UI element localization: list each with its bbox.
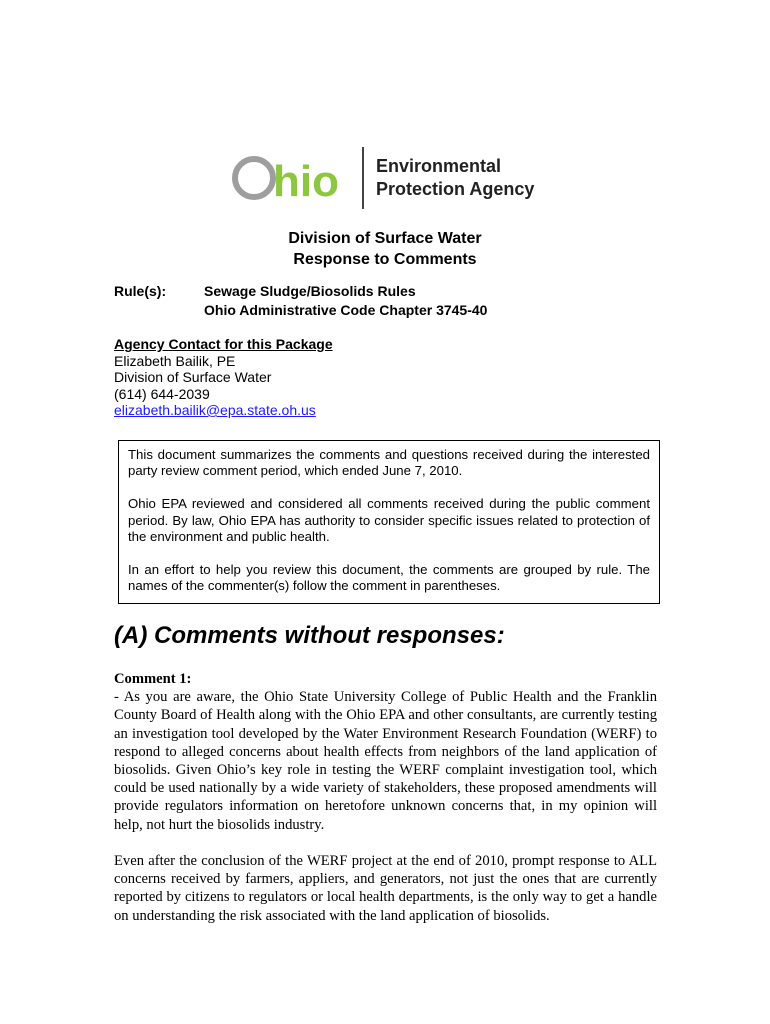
- ohio-wordmark: [230, 146, 352, 210]
- contact-email-link[interactable]: elizabeth.bailik@epa.state.oh.us: [114, 402, 316, 418]
- contact-phone: (614) 644-2039: [114, 385, 210, 402]
- title-line-1: Division of Surface Water: [288, 230, 482, 247]
- contact-heading: Agency Contact for this Package: [114, 336, 333, 352]
- logo-divider: [362, 147, 364, 209]
- comment-1-paragraph-1: - As you are aware, the Ohio State University College of Public Health and the Franklin County Board of Health along with the Ohio EPA and other consultants, are currently testing an investigation tool developed by the Water Environment Research Foundation (WERF) to respond to alleged concerns about health effects from neighbors of the land application of biosolids. Given Ohio’s key role in testing the WERF complaint investigation tool, which could be used nationally by a wide variety of stakeholders, these proposed amendments will provide regulators information on heretofore unknown concerns that, in my opinion will help, not hurt the biosolids industry.: [114, 689, 657, 833]
- summary-paragraph-1: This document summarizes the comments and questions received during the interested party review comment period, which ended June 7, 2010.: [128, 447, 650, 479]
- comment-1: [114, 670, 657, 925]
- document-title: [0, 228, 770, 270]
- rules-label: Rule(s):: [114, 283, 167, 299]
- comment-1-paragraph-2: Even after the conclusion of the WERF project at the end of 2010, prompt response to ALL concerns received by farmers, appliers, and generators, not just the ones that are currently reported by citizens to regulators or local health departments, is the only way to get a handle on understanding the risk associated with the land application of biosolids.: [114, 853, 657, 924]
- agency-name: [376, 155, 534, 201]
- summary-paragraph-2: Ohio EPA reviewed and considered all comments received during the public comment period. By law, Ohio EPA has authority to consider specific issues related to protection of the environment and public health.: [128, 496, 650, 545]
- section-a-heading: (A) Comments without responses:: [114, 622, 505, 649]
- contact-division: Division of Surface Water: [114, 369, 272, 385]
- title-line-2: Response to Comments: [293, 251, 477, 268]
- rules-value-2: Ohio Administrative Code Chapter 3745-40: [204, 302, 488, 318]
- ohio-logo-graphic: [230, 146, 352, 210]
- rules-values: [204, 282, 487, 320]
- rules-value-1: Sewage Sludge/Biosolids Rules: [204, 283, 416, 299]
- agency-contact: [114, 336, 333, 419]
- summary-paragraph-3: In an effort to help you review this document, the comments are grouped by rule. The names of the commenter(s) follow the comment in parentheses.: [128, 561, 650, 594]
- agency-line-1: Environmental: [376, 156, 502, 176]
- ohio-o-ring: [235, 159, 273, 197]
- summary-box: [118, 440, 660, 604]
- ohio-hio-letters: hio: [273, 157, 339, 206]
- comment-1-heading: Comment 1:: [114, 671, 192, 687]
- contact-name: Elizabeth Bailik, PE: [114, 352, 236, 369]
- agency-line-2: Protection Agency: [376, 179, 535, 199]
- ohio-epa-logo: [230, 146, 534, 210]
